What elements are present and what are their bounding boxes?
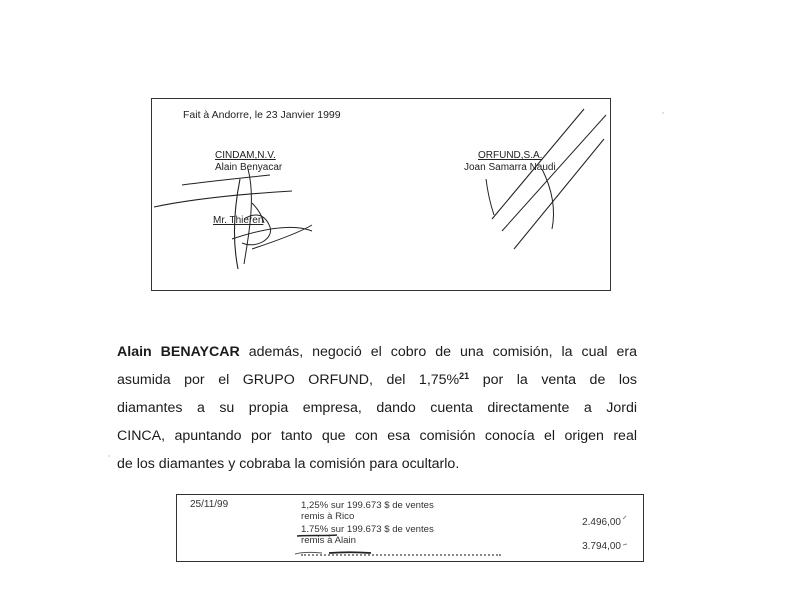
right-signatory [464,150,556,174]
person-name: Alain BENAYCAR [117,344,240,360]
signature-box [151,98,611,291]
ledger-line: remis à Rico [301,511,355,522]
ledger-excerpt [176,494,644,562]
cut-off-line [301,554,501,560]
ledger-amount: 3.794,00 [582,541,621,552]
ledger-line: remis à Alain [301,535,356,546]
handwritten-signatures [152,99,612,292]
ledger-line: 1,25% sur 199.673 $ de ventes [301,500,434,511]
body-paragraph [117,338,637,478]
tick-mark [623,516,626,519]
left-signature-stroke [182,175,270,185]
ledger-amount: 2.496,00 [582,517,621,528]
footnote-marker[interactable]: 21 [459,371,470,381]
right-company: ORFUND,S.A. [478,150,543,161]
right-signature-stroke [486,179,494,215]
left-person: Alain Benyacar [215,162,283,173]
paragraph-text: de los diamantes y cobraba la comisión para ocultarlo. [117,456,460,472]
right-signature-stroke [542,169,554,229]
scan-speck [108,455,110,457]
left-witness: Mr. Thieren [213,215,264,226]
left-signature-stroke [154,191,292,207]
ledger-date: 25/11/99 [190,499,229,510]
paragraph-line [117,366,637,394]
paragraph-text: además, negoció el cobro de una comisión, la cual era [239,344,637,360]
right-person: Joan Samarra Naudi [464,162,556,173]
left-signature-stroke [232,227,312,239]
ledger-line: 1.75% sur 199.673 $ de ventes [301,524,434,535]
paragraph-line [117,394,637,422]
left-signatory [215,150,282,174]
paragraph-line [117,422,637,450]
tick-mark [623,544,627,545]
paragraph-line [117,450,637,478]
paragraph-text: por la venta de los [469,372,638,388]
paragraph-text: diamantes a su propia empresa, dando cuenta directamente a Jordi [117,400,637,416]
scan-speck [662,112,664,114]
paragraph-line [117,338,637,366]
underline-mark [329,552,371,553]
left-signature-stroke [252,225,312,249]
place-date: Fait à Andorre, le 23 Janvier 1999 [183,109,341,121]
paragraph-text: asumida por el GRUPO ORFUND, del 1,75% [117,372,460,388]
paragraph-text: CINCA, apuntando por tanto que con esa comisión conocía el origen real [117,428,637,444]
left-company: CINDAM,N.V. [215,150,276,161]
